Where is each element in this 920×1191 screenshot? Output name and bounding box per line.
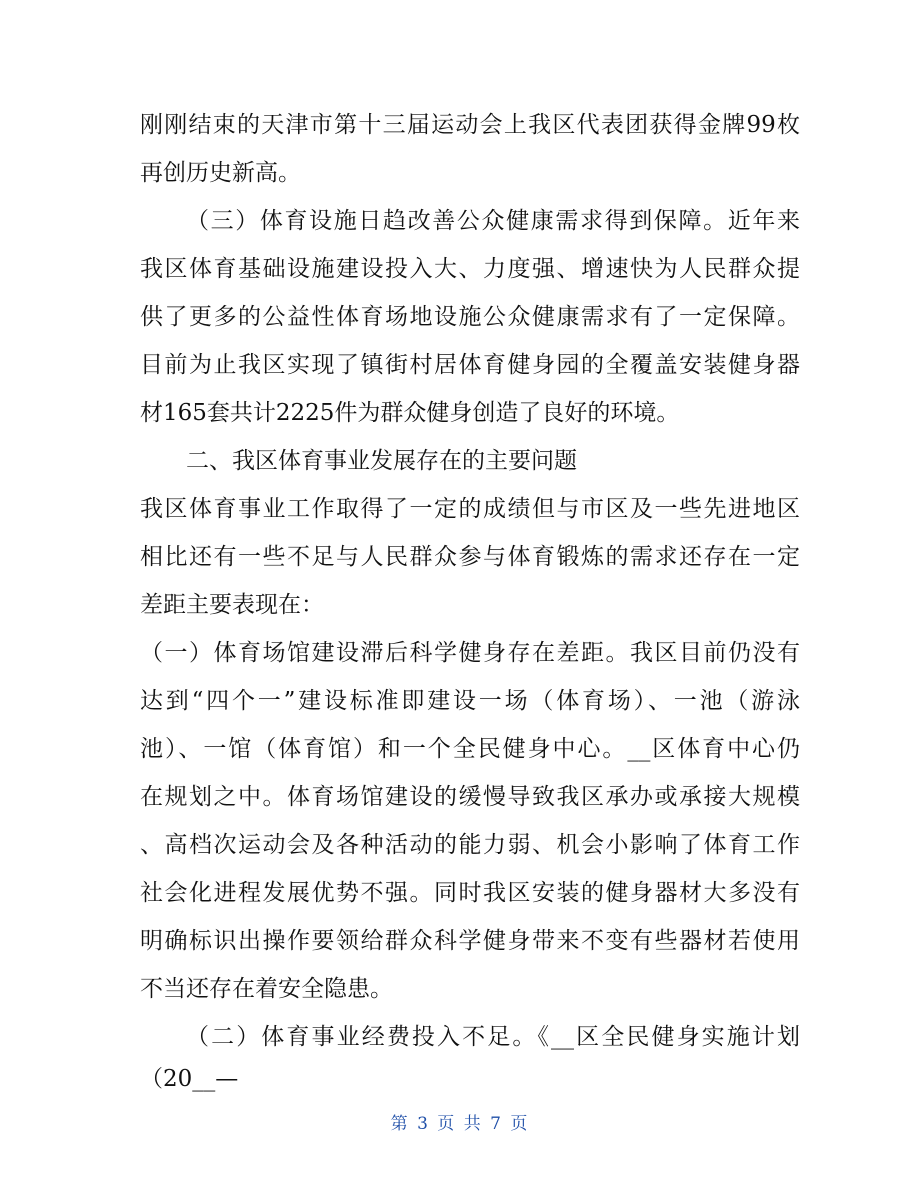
paragraph-line: 不当还存在着安全隐患。 <box>140 976 393 1002</box>
section-heading: 二、我区体育事业发展存在的主要问题 <box>186 448 577 474</box>
paragraph-line: 池）、一馆（体育馆）和一个全民健身中心。__区体育中心仍 <box>140 736 800 762</box>
paragraph-line: 再创历史新高。 <box>140 160 301 186</box>
paragraph-line: 材165套共计2225件为群众健身创造了良好的环境。 <box>140 400 680 426</box>
paragraph-line: 达到“四个一”建设标准即建设一场（体育场）、一池（游泳 <box>140 688 800 714</box>
paragraph-line: 我区体育事业工作取得了一定的成绩但与市区及一些先进地区 <box>140 496 800 522</box>
paragraph-line: （二）体育事业经费投入不足。《__区全民健身实施计划 <box>186 1024 800 1050</box>
paragraph-line: 社会化进程发展优势不强。同时我区安装的健身器材大多没有 <box>140 880 800 906</box>
paragraph-line: （一）体育场馆建设滞后科学健身存在差距。我区目前仍没有 <box>140 640 800 666</box>
paragraph-line: 差距主要表现在： <box>140 592 324 618</box>
paragraph-line: 我区体育基础设施建设投入大、力度强、增速快为人民群众提 <box>140 256 800 282</box>
paragraph-line: （20__— <box>140 1066 239 1092</box>
paragraph-line: 刚刚结束的天津市第十三届运动会上我区代表团获得金牌99枚 <box>140 112 800 138</box>
paragraph-line: 明确标识出操作要领给群众科学健身带来不变有些器材若使用 <box>140 928 800 954</box>
paragraph-line: 供了更多的公益性体育场地设施公众健康需求有了一定保障。 <box>140 304 800 330</box>
page-number-footer: 第 3 页 共 7 页 <box>390 1114 530 1134</box>
paragraph-line: 在规划之中。体育场馆建设的缓慢导致我区承办或承接大规模 <box>140 784 800 810</box>
paragraph-line: 目前为止我区实现了镇街村居体育健身园的全覆盖安装健身器 <box>140 352 800 378</box>
paragraph-line: 、高档次运动会及各种活动的能力弱、机会小影响了体育工作 <box>140 832 800 858</box>
paragraph-line: 相比还有一些不足与人民群众参与体育锻炼的需求还存在一定 <box>140 544 800 570</box>
paragraph-line: （三）体育设施日趋改善公众健康需求得到保障。近年来 <box>186 208 800 234</box>
